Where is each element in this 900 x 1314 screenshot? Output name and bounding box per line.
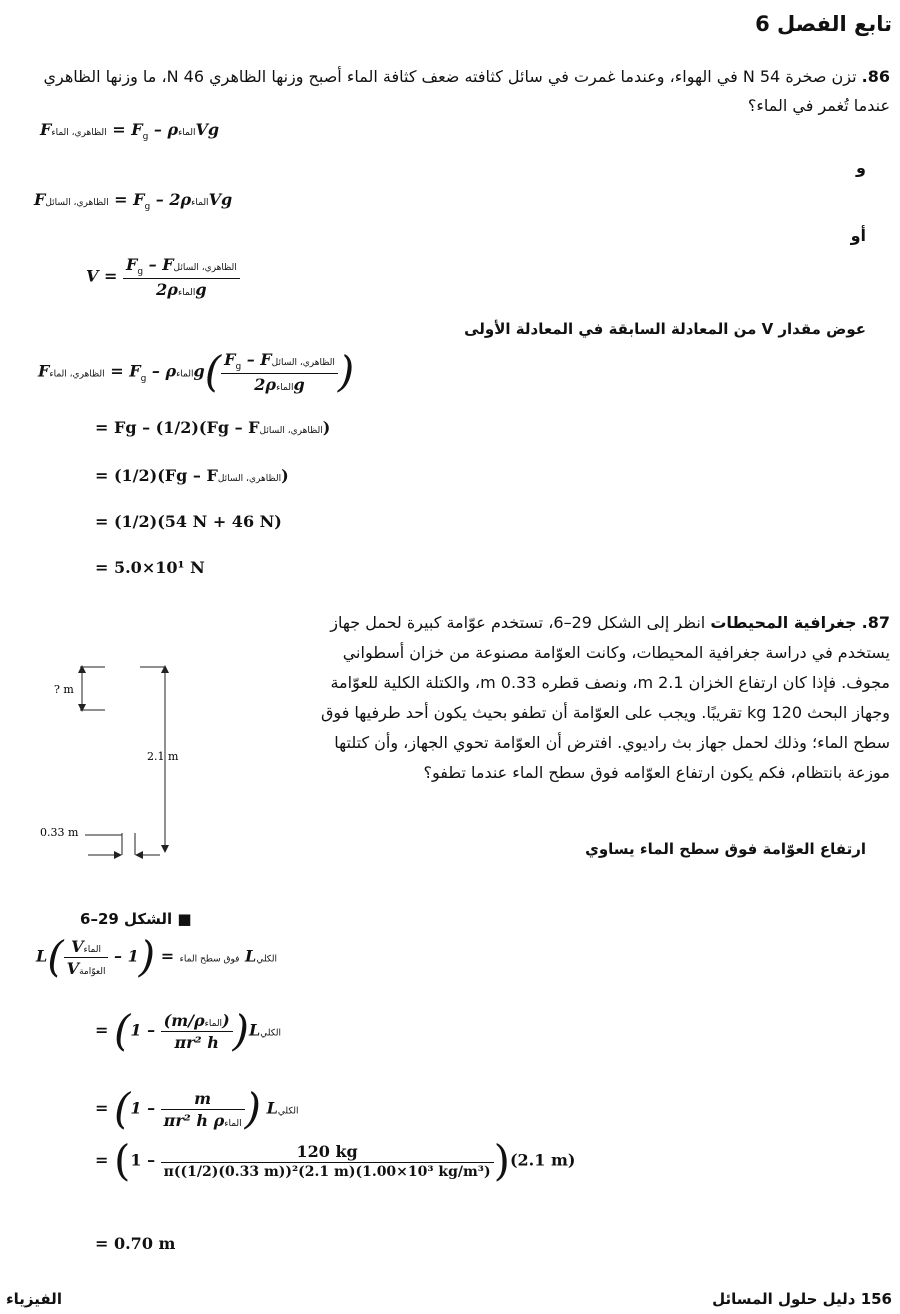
equation-substituted: Fالظاهري، الماء = $F_g$ – ρالماءg( $\frac{F_g - Fالظاهري، السائل}{\text{2ρالماءg}}$ ) [38,347,355,397]
figure-caption: ■ الشكل 29–6 [80,910,192,928]
arrowhead [78,704,86,712]
question-text: تزن صخرة 54 N في الهواء، وعندما غمرت في سائل كثافته ضعف كثافة الماء أصبح وزنها الظاهري 46 N، ما وزنها الظاهري عندما تُغمر في الماء؟ [43,67,890,115]
answer-label: ارتفاع العوّامة فوق سطح الماء يساوي [585,840,866,858]
height-label: 2.1 m [147,750,179,763]
result-87: = 0.70 m [95,1234,176,1253]
question-86 [5,62,890,120]
equation-height-ratio: L فوق سطح الماء = (1 – $\frac{\text{Vالماء}}{\text{Vالعوّامة}}$ ) Lالكلي [36,932,278,981]
question-number: 87. [861,613,890,632]
arrowhead [161,845,169,853]
arrowhead [135,851,143,859]
book-title: دليل حلول المسائل [712,1290,856,1308]
chapter-title: تابع الفصل 6 [755,12,892,36]
equation-height-mass: = (1 – $\frac{m}{\text{πr² h ρالماء}}$ ) Lالكلي [95,1084,299,1133]
equation-apparent-water: Fالظاهري، الماء = $F_g$ – ρالماءVg [40,120,220,143]
equation-height-numeric: = (1 – $\frac{120 kg}{\text{π((1/2)(0.33 m))²(2.1 m)(1.00×10³ kg/m³)}}$ )(2.1 m) [95,1136,576,1185]
equation-apparent-liquid: Fالظاهري، السائل = $F_g$ – 2ρالماءVg [34,190,233,213]
page-number: 156 [860,1290,892,1308]
question-87 [300,608,890,788]
equation-volume: V = $\frac{F_g - Fالظاهري، السائل}{\text{2ρالماءg}}$ [86,255,240,299]
substitute-instruction: عوض مقدار V من المعادلة السابقة في المعادلة الأولى [464,320,866,338]
question-title: جغرافية المحيطات [710,613,857,632]
equation-step-half-1: = Fg – (1/2)(Fg – Fالظاهري، السائل) [95,418,331,437]
radius-label: 0.33 m [40,826,79,839]
equation-step-numeric: = (1/2)(54 N + 46 N) [95,512,282,531]
equation-step-half-2: = (1/2)(Fg – Fالظاهري، السائل) [95,466,289,485]
unknown-height-label: ? m [54,683,74,696]
and-word: و [856,158,866,177]
arrowhead [78,665,86,673]
arrowhead [114,851,122,859]
footer-subject: الفيزياء [6,1290,62,1308]
arrowhead [161,665,169,673]
result-86: = 5.0×10¹ N [95,558,205,577]
bullet-square-icon: ■ [177,910,192,928]
equation-height-density: = (1 – $\frac{\text{(m/ρالماء)}}{\text{πr² h}}$ )Lالكلي [95,1006,281,1055]
buoy-diagram [30,655,190,870]
question-number: 86. [861,67,890,86]
question-text: انظر إلى الشكل 29–6، تستخدم عوّامة كبيرة لحمل جهاز يستخدم في دراسة جغرافية المحيطات، وكانت العوّامة مصنوعة من خزان أسطواني مجوف. فإذا كان ارتفاع الخزان 2.1 m، ونصف قطره 0.33 m، والكتلة الكلية للعوّامة وجهاز البحث 120 kg تقريبًا. ويجب على العوّامة أن تطفو بحيث يكون أحد طرفيها فوق سطح الماء؛ وذلك لحمل جهاز بث راديوي. افترض أن العوّامة تحوي الجهاز، وأن كتلتها موزعة بانتظام، فكم يكون ارتفاع العوّامه فوق سطح الماء عندما تطفو؟ [321,613,890,782]
footer-page [712,1290,892,1308]
or-word: أو [850,226,866,245]
